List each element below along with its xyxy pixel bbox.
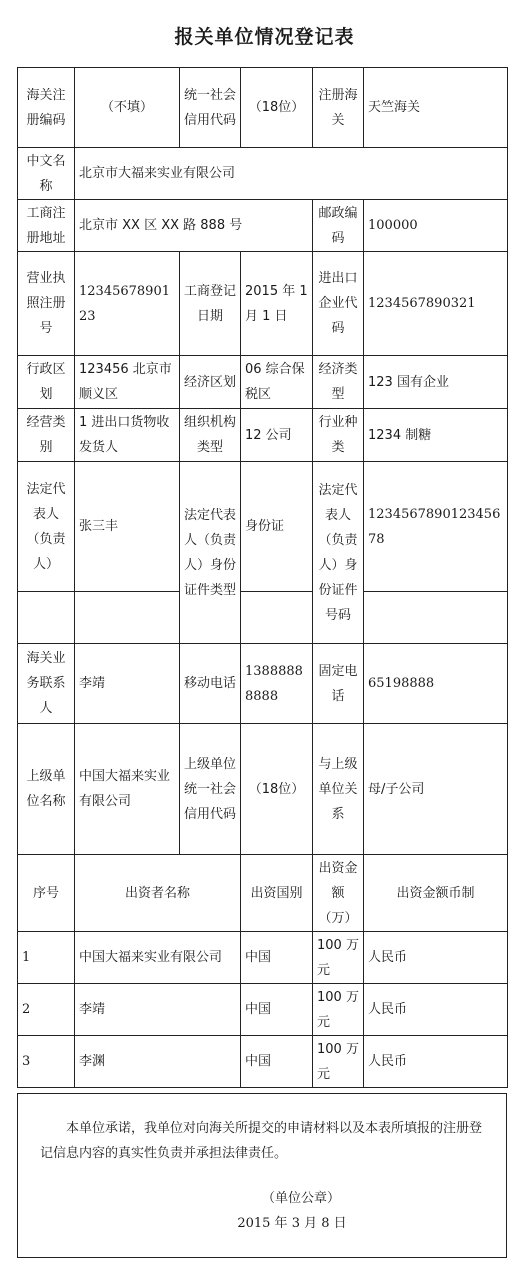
row-business: [18, 409, 508, 462]
value-business-category: 1 进出口货物收发货人: [75, 409, 180, 462]
row-division: [18, 356, 508, 409]
investor-seq: 1: [18, 932, 75, 984]
header-currency: 出资金额币制: [364, 855, 508, 932]
empty-cell: [241, 592, 313, 644]
label-econ-zone: 经济区划: [180, 356, 241, 409]
label-parent-name: 上级单位名称: [18, 724, 75, 855]
label-id-number: 法定代表人（负责人）身份证件号码: [313, 462, 364, 644]
investor-amount: 100 万元: [313, 932, 364, 984]
row-parent: [18, 724, 508, 855]
declaration-box: [17, 1093, 507, 1258]
investor-header-row: [18, 855, 508, 932]
value-industry: 1234 制糖: [364, 409, 508, 462]
investor-row: [18, 1036, 508, 1088]
value-parent-relation: 母/子公司: [364, 724, 508, 855]
value-econ-zone: 06 综合保税区: [241, 356, 313, 409]
investor-currency: 人民币: [364, 984, 508, 1036]
label-chinese-name: 中文名称: [18, 148, 75, 200]
investor-row: [18, 932, 508, 984]
investor-country: 中国: [241, 984, 313, 1036]
row-customs-code: [18, 68, 508, 148]
investor-currency: 人民币: [364, 1036, 508, 1088]
registration-table: [17, 67, 508, 1088]
investor-currency: 人民币: [364, 932, 508, 984]
value-parent-name: 中国大福来实业有限公司: [75, 724, 180, 855]
investor-seq: 2: [18, 984, 75, 1036]
label-mobile: 移动电话: [180, 644, 241, 724]
label-econ-type: 经济类型: [313, 356, 364, 409]
label-org-type: 组织机构类型: [180, 409, 241, 462]
investor-row: [18, 984, 508, 1036]
row-legal-rep: [18, 462, 508, 592]
header-country: 出资国别: [241, 855, 313, 932]
value-id-type: 身份证: [241, 462, 313, 592]
value-ie-code: 1234567890321: [364, 252, 508, 356]
label-parent-credit-code: 上级单位统一社会信用代码: [180, 724, 241, 855]
header-amount: 出资金额（万）: [313, 855, 364, 932]
declaration-cell: [18, 1094, 507, 1258]
declaration-text: 本单位承诺，我单位对向海关所提交的申请材料以及本表所填报的注册登记信息内容的真实性负责并承担法律责任。: [40, 1121, 483, 1161]
value-contact-person: 李靖: [75, 644, 180, 724]
label-ie-code: 进出口企业代码: [313, 252, 364, 356]
label-registered-customs: 注册海关: [313, 68, 364, 148]
investor-name: 李靖: [75, 984, 241, 1036]
label-postcode: 邮政编码: [313, 200, 364, 252]
investor-country: 中国: [241, 932, 313, 984]
value-mobile: 13888888888: [241, 644, 313, 724]
row-address: [18, 200, 508, 252]
label-contact-person: 海关业务联系人: [18, 644, 75, 724]
value-license-no: 1234567890123: [75, 252, 180, 356]
empty-cell: [364, 592, 508, 644]
value-chinese-name: 北京市大福来实业有限公司: [75, 148, 508, 200]
label-landline: 固定电话: [313, 644, 364, 724]
value-org-type: 12 公司: [241, 409, 313, 462]
value-credit-code: （18位）: [241, 68, 313, 148]
label-business-category: 经营类别: [18, 409, 75, 462]
label-admin-division: 行政区划: [18, 356, 75, 409]
header-investor-name: 出资者名称: [75, 855, 241, 932]
label-customs-code: 海关注册编码: [18, 68, 75, 148]
label-legal-rep: 法定代表人（负责人）: [18, 462, 75, 592]
value-id-number: 123456789012345678: [364, 462, 508, 592]
value-admin-division: 123456 北京市顺义区: [75, 356, 180, 409]
investor-name: 李渊: [75, 1036, 241, 1088]
value-legal-rep: 张三丰: [75, 462, 180, 592]
value-customs-code: （不填）: [75, 68, 180, 148]
value-address: 北京市 XX 区 XX 路 888 号: [75, 200, 313, 252]
row-license: [18, 252, 508, 356]
label-industry: 行业种类: [313, 409, 364, 462]
label-reg-date: 工商登记日期: [180, 252, 241, 356]
value-landline: 65198888: [364, 644, 508, 724]
label-id-type: 法定代表人（负责人）身份证件类型: [180, 462, 241, 644]
label-credit-code: 统一社会信用代码: [180, 68, 241, 148]
row-legal-rep-cont: [18, 592, 508, 644]
empty-cell: [75, 592, 180, 644]
declaration-date: 2015 年 3 月 8 日: [237, 1216, 347, 1231]
investor-seq: 3: [18, 1036, 75, 1088]
value-parent-credit-code: （18位）: [241, 724, 313, 855]
value-postcode: 100000: [364, 200, 508, 252]
row-contact: [18, 644, 508, 724]
investor-amount: 100 万元: [313, 984, 364, 1036]
label-license-no: 营业执照注册号: [18, 252, 75, 356]
company-seal-label: （单位公章）: [261, 1191, 340, 1206]
value-registered-customs: 天竺海关: [364, 68, 508, 148]
label-address: 工商注册地址: [18, 200, 75, 252]
label-parent-relation: 与上级单位关系: [313, 724, 364, 855]
investor-amount: 100 万元: [313, 1036, 364, 1088]
row-chinese-name: [18, 148, 508, 200]
form-title: 报关单位情况登记表: [174, 26, 355, 48]
empty-cell: [18, 592, 75, 644]
header-seq: 序号: [18, 855, 75, 932]
investor-name: 中国大福来实业有限公司: [75, 932, 241, 984]
value-econ-type: 123 国有企业: [364, 356, 508, 409]
value-reg-date: 2015 年 1 月 1 日: [241, 252, 313, 356]
investor-country: 中国: [241, 1036, 313, 1088]
